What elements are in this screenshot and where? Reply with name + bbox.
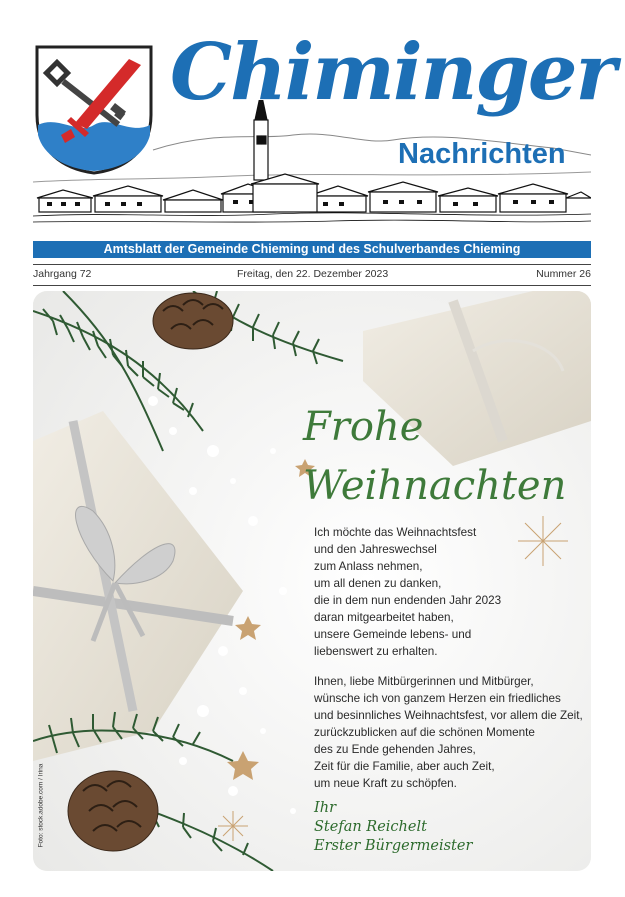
photo-credit bbox=[34, 750, 46, 868]
message-line: liebenswert zu erhalten. bbox=[314, 645, 438, 658]
message-line: zurückzublicken auf die schönen Momente bbox=[314, 726, 535, 739]
message-line: und besinnliches Weihnachtsfest, vor allem die Zeit, bbox=[314, 709, 583, 722]
signature-title: Erster Bürgermeister bbox=[314, 838, 473, 854]
issue-volume: Jahrgang 72 bbox=[33, 268, 92, 280]
photo-credit-text: Foto: stock.adobe.com / Irina bbox=[37, 763, 45, 848]
greeting-line-2: Weihnachten bbox=[303, 463, 567, 509]
issue-date: Freitag, den 22. Dezember 2023 bbox=[237, 268, 389, 280]
message-line: die in dem nun endenden Jahr 2023 bbox=[314, 594, 502, 607]
message-line: daran mitgearbeitet haben, bbox=[314, 611, 454, 624]
message-line: wünsche ich von ganzem Herzen ein friedliches bbox=[314, 692, 561, 705]
masthead-subtitle: Nachrichten bbox=[398, 138, 566, 170]
signature-name: Stefan Reichelt bbox=[314, 819, 427, 835]
message-line: unsere Gemeinde lebens- und bbox=[314, 628, 472, 641]
message-line: zum Anlass nehmen, bbox=[314, 560, 423, 573]
masthead-title: Chiminger bbox=[170, 27, 615, 118]
pine-cone-bottom bbox=[68, 771, 158, 851]
issue-number: Nummer 26 bbox=[536, 268, 591, 280]
signature-greeting: Ihr bbox=[314, 800, 336, 816]
christmas-photo-illustration bbox=[33, 291, 591, 871]
greeting-line-1: Frohe bbox=[303, 404, 424, 450]
masthead-tagline: Amtsblatt der Gemeinde Chieming und des Schulverbandes Chieming bbox=[33, 241, 591, 258]
message-line: um all denen zu danken, bbox=[314, 577, 442, 590]
christmas-card bbox=[33, 291, 591, 871]
message-line: Ihnen, liebe Mitbürgerinnen und Mitbürger, bbox=[314, 675, 534, 688]
message-line: des zu Ende gehenden Jahres, bbox=[314, 743, 476, 756]
message-line: um neue Kraft zu schöpfen. bbox=[314, 777, 457, 790]
issue-info-row bbox=[33, 266, 591, 284]
message-line: und den Jahreswechsel bbox=[314, 543, 437, 556]
issue-rule-bottom bbox=[33, 285, 591, 286]
pine-cone-top bbox=[153, 293, 233, 349]
message-line: Zeit für die Familie, aber auch Zeit, bbox=[314, 760, 495, 773]
issue-rule-top bbox=[33, 264, 591, 265]
message-line: Ich möchte das Weihnachtsfest bbox=[314, 526, 477, 539]
